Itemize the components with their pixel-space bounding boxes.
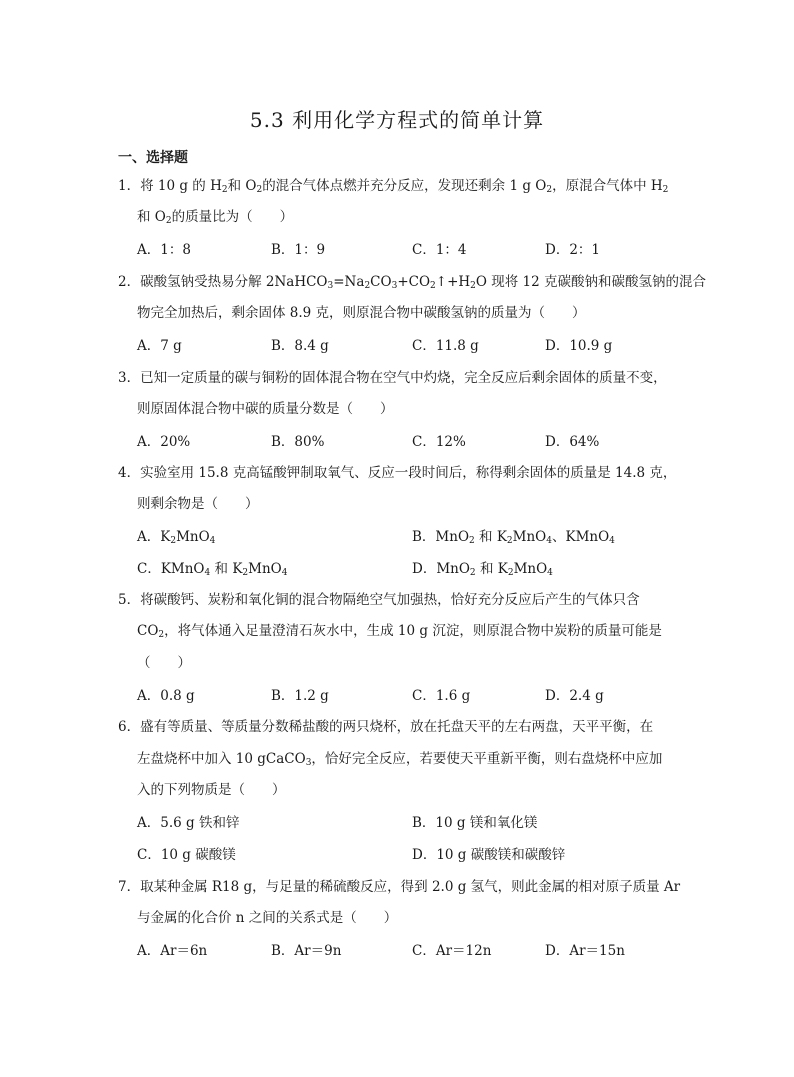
section-heading: 一、选择题 <box>118 150 188 166</box>
q6-option-c: C．10 g 碳酸镁 <box>137 847 236 863</box>
question-7-line-2: 与金属的化合价 n 之间的关系式是（ ） <box>137 910 398 926</box>
question-1-line-1: 1．将 10 g 的 $H_2$和 $O_2$的混合气体点燃并充分反应，发现还剩余 1 g $O_2$，原混合气体中 $H_2$ <box>118 178 669 195</box>
question-7-line-1: 7．取某种金属 R18 g，与足量的稀硫酸反应，得到 2.0 g 氢气，则此金属的相对原子质量 Ar <box>118 879 681 895</box>
q3-option-a: A．20% <box>137 434 191 450</box>
question-2-line-2: 物完全加热后，剩余固体 8.9 克，则原混合物中碳酸氢钠的质量为（ ） <box>137 305 586 321</box>
q1-option-c: C．1：4 <box>412 242 467 258</box>
question-1-line-2: 和 $O_2$的质量比为（ ） <box>137 209 294 226</box>
page-title: 5.3 利用化学方程式的简单计算 <box>249 108 545 132</box>
q1-option-d: D．2：1 <box>545 242 601 258</box>
question-5-line-2: $CO_2$，将气体通入足量澄清石灰水中，生成 10 g 沉淀，则原混合物中炭粉的质量可能是 <box>137 623 662 640</box>
question-2-line-1: 2．碳酸氢钠受热易分解 $2NaHCO_3=Na_2CO_3+CO_2↑+H_2O$ 现将 12 克碳酸钠和碳酸氢钠的混合 <box>118 274 707 291</box>
q2-option-d: D．10.9 g <box>545 338 613 354</box>
q4-option-b: B．MnO$_2$ 和 $K_2MnO_4$、KMnO$_4$ <box>412 529 615 546</box>
q4-option-c: C．KMnO$_4$ 和 $K_2MnO_4$ <box>137 561 288 578</box>
question-5-line-3: （ ） <box>137 655 191 671</box>
q4-option-a: A．$K_2MnO_4$ <box>137 529 216 546</box>
q6-option-b: B．10 g 镁和氧化镁 <box>412 815 538 831</box>
question-6-line-3: 入的下列物质是（ ） <box>137 782 286 798</box>
question-6-line-1: 6．盛有等质量、等质量分数稀盐酸的两只烧杯，放在托盘天平的左右两盘，天平平衡，在 <box>118 719 654 735</box>
q2-option-b: B．8.4 g <box>271 338 329 354</box>
q6-option-d: D．10 g 碳酸镁和碳酸锌 <box>412 847 566 863</box>
q3-option-b: B．80% <box>271 434 325 450</box>
q1-option-a: A．1：8 <box>137 242 191 258</box>
q5-option-d: D．2.4 g <box>545 688 604 704</box>
question-3-line-1: 3．已知一定质量的碳与铜粉的固体混合物在空气中灼烧，完全反应后剩余固体的质量不变， <box>118 370 667 386</box>
q2-option-c: C．11.8 g <box>412 338 479 354</box>
q6-option-a: A．5.6 g 铁和锌 <box>137 815 240 831</box>
q7-option-d: D．Ar＝15n <box>545 943 625 959</box>
question-4-line-1: 4．实验室用 15.8 克高锰酸钾制取氧气、反应一段时间后，称得剩余固体的质量是 14.8 克， <box>118 465 677 481</box>
q1-option-b: B．1：9 <box>271 242 326 258</box>
q3-option-c: C．12% <box>412 434 466 450</box>
question-4-line-2: 则剩余物是（ ） <box>137 496 259 512</box>
q7-option-c: C．Ar＝12n <box>412 943 492 959</box>
q4-option-d: D．MnO$_2$ 和 $K_2MnO_4$ <box>412 561 553 578</box>
q5-option-b: B．1.2 g <box>271 688 329 704</box>
q7-option-b: B．Ar＝9n <box>271 943 342 959</box>
question-6-line-2: 左盘烧杯中加入 10 gCaCO$_3$，恰好完全反应，若要使天平重新平衡，则右盘烧杯中应加 <box>137 751 663 768</box>
q2-option-a: A．7 g <box>137 338 182 354</box>
q7-option-a: A．Ar＝6n <box>137 943 208 959</box>
q3-option-d: D．64% <box>545 434 600 450</box>
q5-option-c: C．1.6 g <box>412 688 471 704</box>
question-3-line-2: 则原固体混合物中碳的质量分数是（ ） <box>137 401 394 417</box>
question-5-line-1: 5．将碳酸钙、炭粉和氧化铜的混合物隔绝空气加强热，恰好充分反应后产生的气体只含 <box>118 592 640 608</box>
q5-option-a: A．0.8 g <box>137 688 195 704</box>
